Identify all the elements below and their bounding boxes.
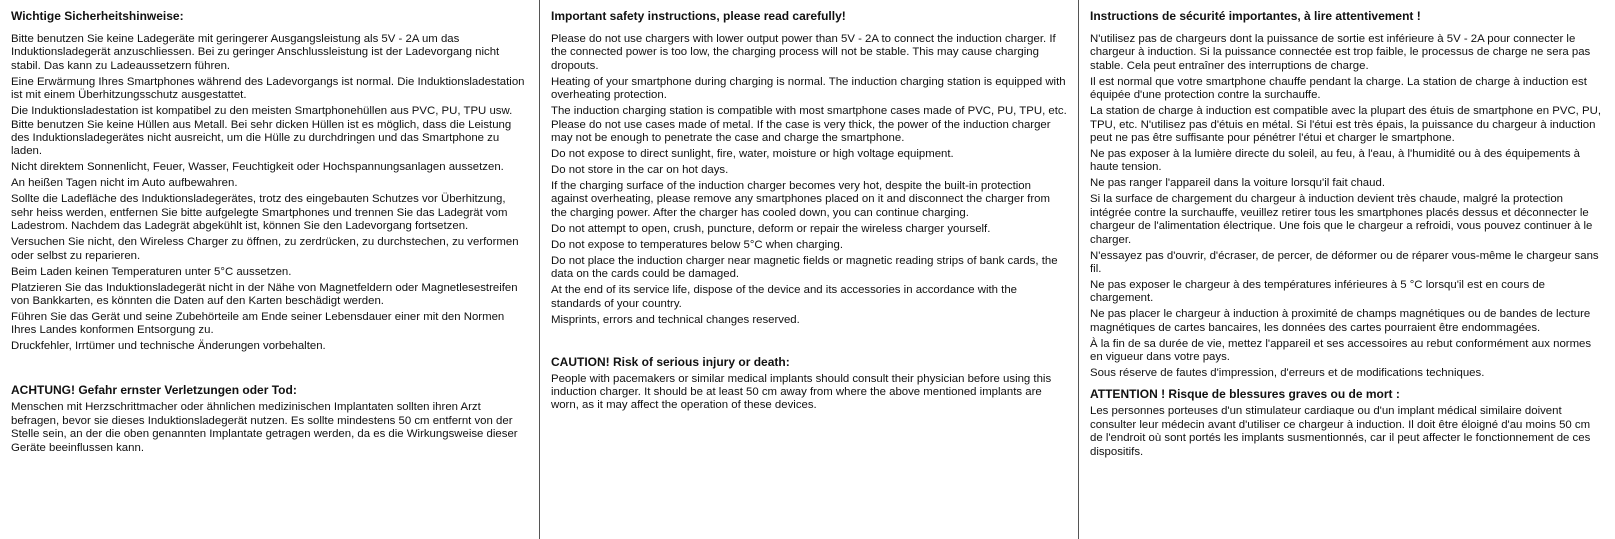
english-paragraph: Do not store in the car on hot days. [551,164,729,177]
german-paragraph: Beim Laden keinen Temperaturen unter 5°C aussetzen. [11,265,292,278]
german-paragraph: Die Induktionsladestation ist kompatibel zu den meisten Smartphonehüllen aus PVC, PU, TPU usw. Bitte benutzen Sie keine Hüllen aus Metall. Bei sehr dicken Hüllen ist es möglich, dass die Leistung des Induktionsladegerätes nicht ausreicht, um die Hülle zu durchdringen und das Smartphone zu laden. [11,105,513,158]
english-paragraph: Do not place the induction charger near magnetic fields or magnetic reading strips of bank cards, the data on the cards could be damaged. [551,254,1058,281]
french-paragraph: Si la surface de chargement du chargeur à induction devient très chaude, malgré la protection intégrée contre la surchauffe, veuillez retirer tous les smartphones placés dessus et déconnecter le chargeur de l'alimentation électrique. Une fois que le chargeur a refroidi, vous pouvez continuer à le charger. [1090,193,1593,246]
german-warning-text: Menschen mit Herzschrittmacher oder ähnlichen medizinischen Implantaten sollten ihren Arzt befragen, bevor sie dieses Induktionsladegerät nutzen. Es sollte mindestens 50 cm entfernt von der Stelle sein, an der die oben genannten Implantate getragen werden, da es die Wirkungsweise dieser Geräte beeinflussen kann. [11,401,518,454]
german-paragraph: Versuchen Sie nicht, den Wireless Charger zu öffnen, zu zerdrücken, zu durchstechen, zu verformen oder selbst zu reparieren. [11,236,519,262]
french-paragraph: Ne pas exposer à la lumière directe du soleil, au feu, à l'eau, à l'humidité ou à des équipements à haute tension. [1090,148,1581,174]
french-paragraph: Il est normal que votre smartphone chauffe pendant la charge. La station de charge à induction est équipée d'une protection contre la surchauffe. [1090,75,1587,102]
french-column [1078,0,1615,539]
french-paragraph: Sous réserve de fautes d'impression, d'erreurs et de modifications techniques. [1090,367,1485,380]
english-warning-text: People with pacemakers or similar medical implants should consult their physician before using this induction charger. It should be at least 50 cm away from where the above mentioned implants are worn, as it may affect the operation of these devices. [551,372,1052,412]
english-spacer [551,330,1068,352]
english-paragraph: Heating of your smartphone during charging is normal. The induction charging station is equipped with overheating protection. [551,75,1066,102]
german-paragraph: Platzieren Sie das Induktionsladegerät nicht in der Nähe von Magnetfeldern oder Magnetlesestreifen von Bankkarten, es könnten die Daten auf den Karten beschädigt werden. [11,281,518,308]
english-paragraph: At the end of its service life, dispose of the device and its accessories in accordance with the standards of your country. [551,284,1017,310]
english-warning-heading: CAUTION! Risk of serious injury or death: [551,354,790,369]
german-warning-heading: ACHTUNG! Gefahr ernster Verletzungen oder Tod: [11,383,297,398]
french-paragraph: Ne pas placer le chargeur à induction à proximité de champs magnétiques ou de bandes de lecture magnétiques de cartes bancaires, les données des cartes pourraient être endommagées. [1090,308,1591,334]
french-paragraph: À la fin de sa durée de vie, mettez l'appareil et ses accessoires au rebut conformément aux normes en vigueur dans votre pays. [1090,337,1592,364]
german-paragraph: Nicht direktem Sonnenlicht, Feuer, Wasser, Feuchtigkeit oder Hochspannungsanlagen aussetzen. [11,161,504,174]
german-paragraph: Führen Sie das Gerät und seine Zubehörteile am Ende seiner Lebensdauer einer mit den Normen Ihres Landes konformen Entsorgung zu. [11,311,505,337]
german-heading: Wichtige Sicherheitshinweise: [11,9,184,23]
english-paragraph: Do not expose to direct sunlight, fire, water, moisture or high voltage equipment. [551,148,954,161]
german-paragraph: Bitte benutzen Sie keine Ladegeräte mit geringerer Ausgangsleistung als 5V - 2A um das Induktionsladegerät anzuschliessen. Bei zu geringer Anschlussleistung ist der Ladevorgang nicht stabil. Das kann zu Ladeaussetzern führen. [11,33,500,72]
french-paragraph: N'utilisez pas de chargeurs dont la puissance de sortie est inférieure à 5V - 2A pour connecter le chargeur à induction. Si la puissance connectée est trop faible, le processus de charge ne sera pas stable. Cela peut entraîner des interruptions de charge. [1090,33,1591,72]
english-paragraph: Please do not use chargers with lower output power than 5V - 2A to connect the induction charger. If the connected power is too low, the charging process will not be stable. This may cause charging dropouts. [551,33,1056,72]
german-paragraph: Sollte die Ladefläche des Induktionsladegerätes, trotz des eingebauten Schutzes vor Überhitzung, sehr heiss werden, entfernen Sie bitte aufgelegte Smartphones und trennen Sie das Ladegrät vom Ladestrom. Nachdem das Ladegrät abgekühlt ist, können Sie den Ladevorgang fortsetzen. [11,193,508,233]
german-column [0,0,539,539]
english-paragraph: Do not expose to temperatures below 5°C when charging. [551,238,844,251]
german-spacer [11,356,529,380]
french-paragraph: Ne pas exposer le chargeur à des températures inférieures à 5 °C lorsqu'il est en cours de chargement. [1090,279,1545,305]
english-paragraph: Misprints, errors and technical changes reserved. [551,313,800,326]
english-column [539,0,1078,539]
german-paragraph: Druckfehler, Irrtümer und technische Änderungen vorbehalten. [11,340,326,353]
french-paragraph: N'essayez pas d'ouvrir, d'écraser, de percer, de déformer ou de réparer vous-même le chargeur sans fil. [1090,249,1599,276]
french-paragraph: Ne pas ranger l'appareil dans la voiture lorsqu'il fait chaud. [1090,177,1385,190]
english-paragraph: The induction charging station is compatible with most smartphone cases made of PVC, PU, TPU, etc. Please do not use cases made of metal. If the case is very thick, the power of the induction charger may not be enough to penetrate the case and charge the smartphone. [551,105,1067,145]
french-warning-text: Les personnes porteuses d'un stimulateur cardiaque ou d'un implant médical similaire doivent consulter leur médecin avant d'utiliser ce chargeur à induction. Il doit être éloigné d'au moins 50 cm de l'endroit où sont portés les implants susmentionnés, car il peut affecter le fonctionnement de ces dispositifs. [1090,405,1591,458]
german-paragraph: Eine Erwärmung Ihres Smartphones während des Ladevorgangs ist normal. Die Induktionsladestation ist mit einem Überhitzungsschutz ausgestattet. [11,75,525,102]
english-paragraph: If the charging surface of the induction charger becomes very hot, despite the built-in protection against overheating, please remove any smartphones placed on it and disconnect the charger from the charging power. After the charger has cooled down, you can continue charging. [551,180,1050,219]
french-heading: Instructions de sécurité importantes, à lire attentivement ! [1090,9,1421,23]
german-paragraph: An heißen Tagen nicht im Auto aufbewahren. [11,177,238,190]
french-paragraph: La station de charge à induction est compatible avec la plupart des étuis de smartphone en PVC, PU, TPU, etc. N'utilisez pas d'étuis en métal. Si l'étui est très épais, la puissance du chargeur à induction peut ne pas être suffisante pour pénétrer l'étui et charger le smartphone. [1090,105,1601,145]
english-heading: Important safety instructions, please read carefully! [551,9,846,23]
french-spacer [1090,383,1605,384]
french-warning-heading: ATTENTION ! Risque de blessures graves ou de mort : [1090,387,1400,402]
english-paragraph: Do not attempt to open, crush, puncture, deform or repair the wireless charger yourself. [551,222,991,235]
